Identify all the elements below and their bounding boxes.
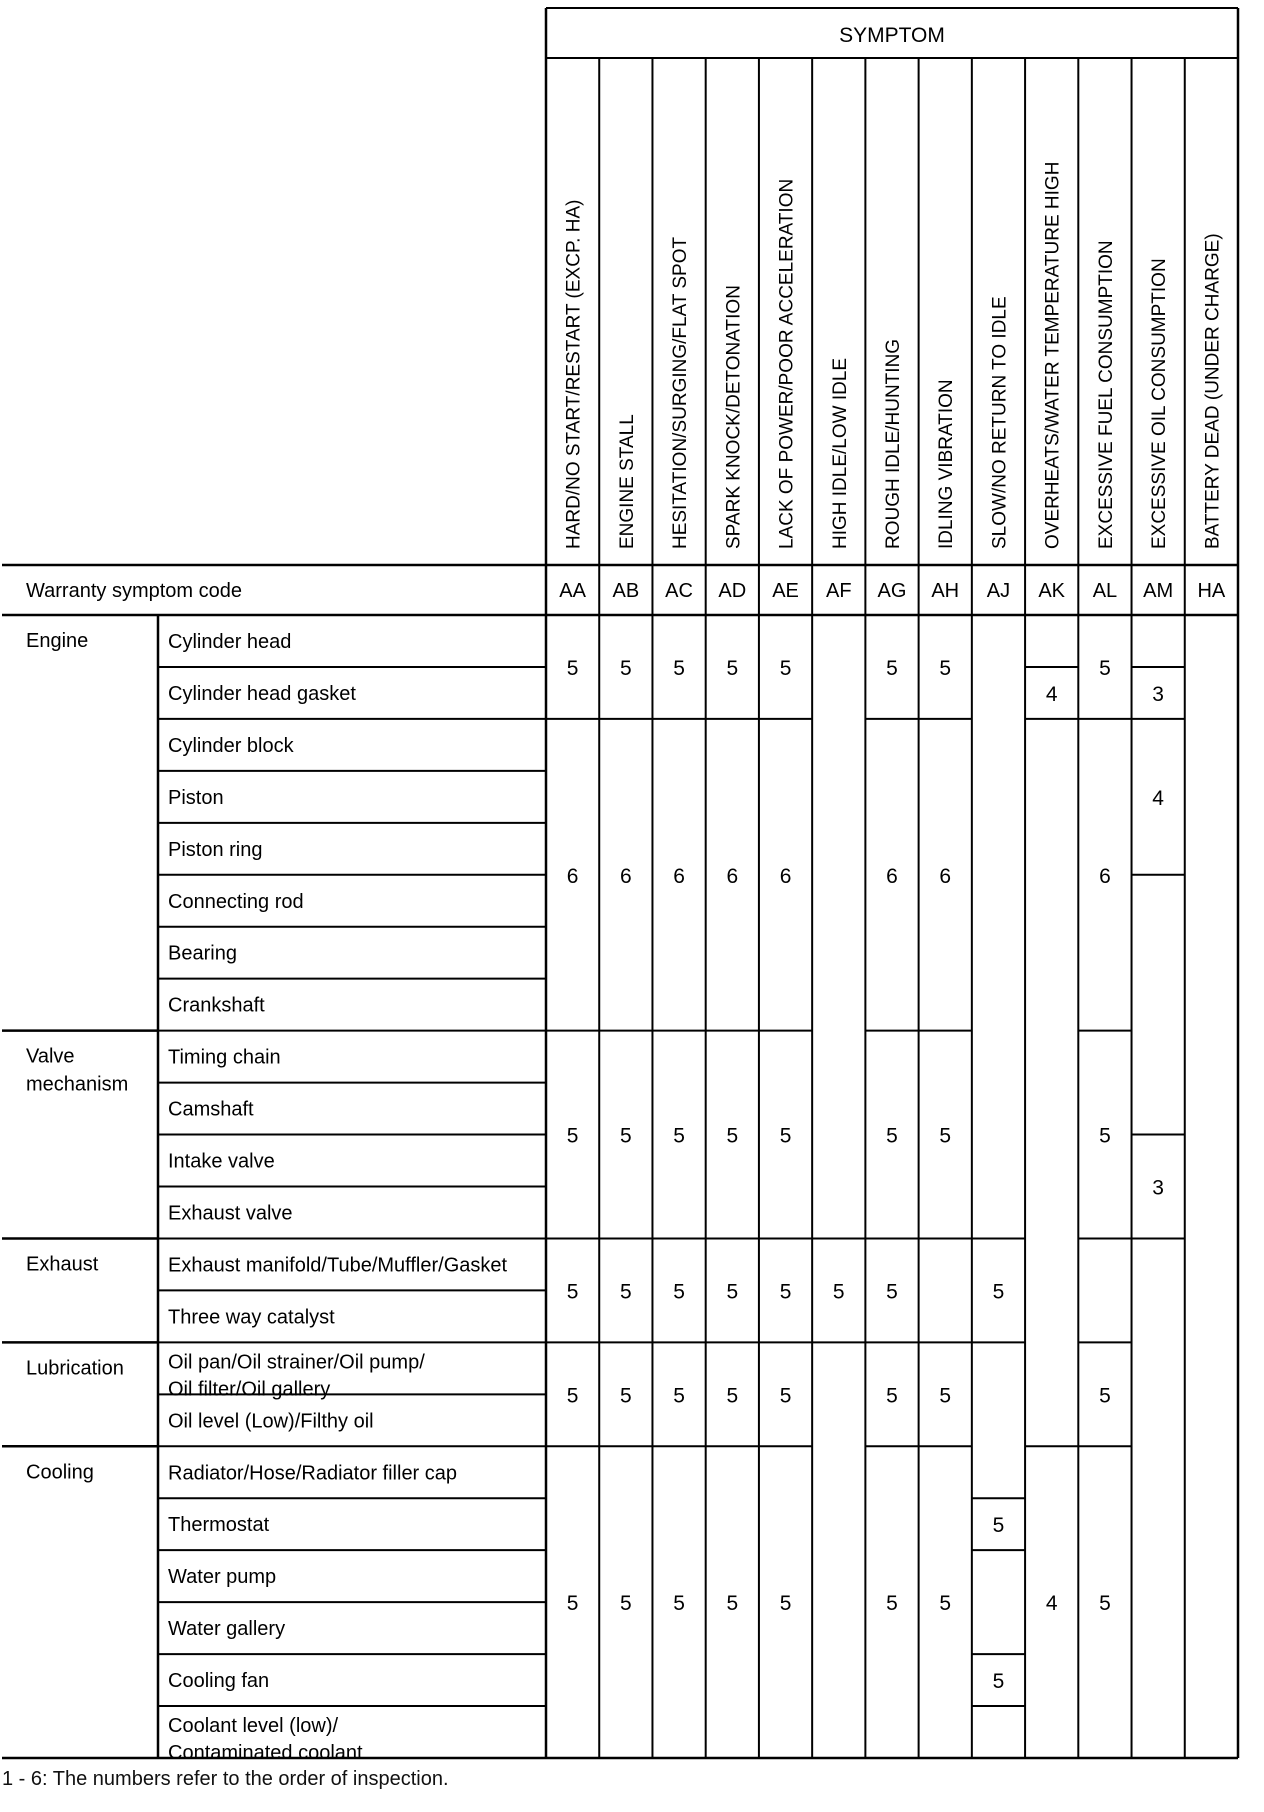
inspection-order-value: 5 [620, 1592, 632, 1616]
item-label: Piston [168, 786, 224, 809]
inspection-order-value: 5 [939, 656, 952, 680]
item-label: Connecting rod [168, 890, 304, 913]
inspection-order-value: 5 [726, 1384, 739, 1408]
inspection-order-value: 5 [886, 1592, 898, 1616]
item-label: Cylinder block [168, 734, 294, 757]
symptom-code-AD: AD [718, 580, 747, 602]
warranty-code-label: Warranty symptom code [26, 580, 242, 602]
inspection-order-value: 5 [726, 1592, 739, 1616]
inspection-order-value: 5 [886, 656, 898, 680]
category-label-4: Cooling [26, 1461, 94, 1484]
category-label-1: Valve [26, 1045, 75, 1068]
inspection-order-value: 5 [620, 1124, 632, 1148]
item-label: Exhaust valve [168, 1202, 293, 1225]
inspection-order-value: 5 [726, 1124, 739, 1148]
inspection-order-value: 6 [886, 864, 898, 888]
inspection-order-value: 5 [620, 1384, 632, 1408]
symptom-code-AB: AB [612, 580, 640, 602]
symptom-header-1: HARD/NO START/RESTART (EXCP. HA) [563, 199, 585, 549]
symptom-header-7: ROUGH IDLE/HUNTING [883, 338, 904, 549]
symptom-code-AC: AC [665, 580, 693, 602]
inspection-order-value: 5 [832, 1280, 845, 1304]
inspection-order-value: 5 [1099, 656, 1111, 680]
category-label-1-cont: mechanism [26, 1073, 129, 1096]
item-label: Piston ring [168, 838, 263, 861]
item-label: Cylinder head gasket [168, 682, 356, 705]
item-label: Bearing [168, 942, 237, 965]
item-label: Oil pan/Oil strainer/Oil pump/ [168, 1351, 425, 1374]
symptom-header-3: HESITATION/SURGING/FLAT SPOT [670, 236, 692, 549]
inspection-order-value: 4 [1045, 682, 1058, 706]
inspection-order-value: 5 [992, 1514, 1005, 1538]
symptom-header-13: BATTERY DEAD (UNDER CHARGE) [1202, 233, 1224, 549]
inspection-order-value: 5 [992, 1280, 1005, 1304]
item-label: Timing chain [168, 1046, 281, 1069]
inspection-order-value: 5 [620, 656, 632, 680]
symptom-header-12: EXCESSIVE OIL CONSUMPTION [1149, 258, 1171, 549]
inspection-order-value: 6 [620, 864, 632, 888]
inspection-order-value: 6 [1099, 864, 1111, 888]
symptom-header-5: LACK OF POWER/POOR ACCELERATION [776, 178, 798, 549]
symptom-header-6: HIGH IDLE/LOW IDLE [829, 357, 851, 549]
inspection-order-value: 5 [939, 1124, 952, 1148]
item-label: Exhaust manifold/Tube/Muffler/Gasket [168, 1254, 508, 1277]
inspection-order-value: 6 [726, 864, 739, 888]
inspection-order-value: 5 [566, 1280, 579, 1304]
symptom-code-AF: AF [825, 580, 852, 602]
inspection-order-value: 5 [726, 1280, 739, 1304]
inspection-order-value: 6 [566, 864, 579, 888]
category-label-2: Exhaust [26, 1253, 99, 1276]
inspection-order-value: 5 [673, 1124, 685, 1148]
inspection-order-value: 3 [1152, 1176, 1164, 1200]
item-label-cont: Oil filter/Oil gallery [168, 1378, 331, 1401]
inspection-order-value: 6 [673, 864, 685, 888]
inspection-order-value: 6 [939, 864, 952, 888]
symptom-header-2: ENGINE STALL [616, 414, 638, 549]
item-label: Intake valve [168, 1150, 275, 1173]
symptom-header-11: EXCESSIVE FUEL CONSUMPTION [1095, 240, 1117, 549]
symptom-code-HA: HA [1197, 580, 1226, 602]
symptom-code-AJ: AJ [986, 580, 1011, 602]
symptom-code-AH: AH [931, 580, 960, 602]
symptom-header-4: SPARK KNOCK/DETONATION [723, 285, 745, 549]
inspection-order-value: 5 [992, 1670, 1005, 1694]
symptom-header-10: OVERHEATS/WATER TEMPERATURE HIGH [1042, 161, 1064, 549]
symptom-code-AM: AM [1143, 580, 1174, 602]
symptom-header-9: SLOW/NO RETURN TO IDLE [989, 296, 1011, 549]
symptom-title: SYMPTOM [839, 24, 945, 47]
inspection-order-value: 5 [779, 1592, 792, 1616]
inspection-order-value: 5 [939, 1384, 952, 1408]
inspection-order-value: 6 [779, 864, 792, 888]
inspection-order-value: 5 [566, 1592, 579, 1616]
inspection-order-value: 5 [620, 1280, 632, 1304]
inspection-order-value: 5 [566, 656, 579, 680]
inspection-order-value: 5 [1099, 1592, 1111, 1616]
item-label: Coolant level (low)/ [168, 1715, 339, 1738]
inspection-order-value: 5 [673, 656, 685, 680]
inspection-order-value: 5 [566, 1384, 579, 1408]
symptom-header-8: IDLING VIBRATION [936, 379, 958, 549]
category-label-0: Engine [26, 630, 89, 652]
item-label: Cylinder head [168, 631, 292, 653]
inspection-order-value: 5 [779, 656, 792, 680]
symptom-code-AG: AG [877, 580, 907, 602]
item-label: Water pump [168, 1566, 277, 1589]
item-label: Cooling fan [168, 1670, 270, 1693]
inspection-order-value: 5 [779, 1124, 792, 1148]
item-label: Camshaft [168, 1098, 254, 1121]
item-label: Thermostat [168, 1514, 270, 1537]
inspection-order-value: 5 [673, 1384, 685, 1408]
item-label: Crankshaft [168, 994, 265, 1017]
inspection-order-value: 5 [673, 1280, 685, 1304]
inspection-order-value: 5 [886, 1384, 898, 1408]
item-label: Oil level (Low)/Filthy oil [168, 1410, 374, 1433]
inspection-order-value: 5 [886, 1280, 898, 1304]
item-label: Water gallery [168, 1618, 286, 1641]
inspection-order-value: 5 [939, 1592, 952, 1616]
inspection-order-value: 5 [779, 1384, 792, 1408]
inspection-order-value: 5 [673, 1592, 685, 1616]
inspection-order-value: 3 [1152, 682, 1164, 706]
inspection-order-value: 4 [1152, 786, 1164, 810]
inspection-order-value: 5 [566, 1124, 579, 1148]
inspection-order-value: 5 [886, 1124, 898, 1148]
inspection-order-value: 5 [779, 1280, 792, 1304]
inspection-order-value: 5 [1099, 1124, 1111, 1148]
symptom-code-AL: AL [1092, 580, 1118, 602]
item-label: Radiator/Hose/Radiator filler cap [168, 1462, 458, 1485]
item-label-cont: Contaminated coolant [168, 1742, 363, 1765]
inspection-order-value: 5 [1099, 1384, 1111, 1408]
footnote: 1 - 6: The numbers refer to the order of inspection. [2, 1768, 449, 1790]
category-label-3: Lubrication [26, 1357, 124, 1380]
inspection-order-value: 4 [1045, 1592, 1058, 1616]
symptom-code-AA: AA [559, 580, 586, 602]
symptom-code-AE: AE [772, 580, 799, 602]
item-label: Three way catalyst [168, 1306, 335, 1329]
symptom-code-AK: AK [1038, 580, 1066, 602]
inspection-order-value: 5 [726, 656, 739, 680]
